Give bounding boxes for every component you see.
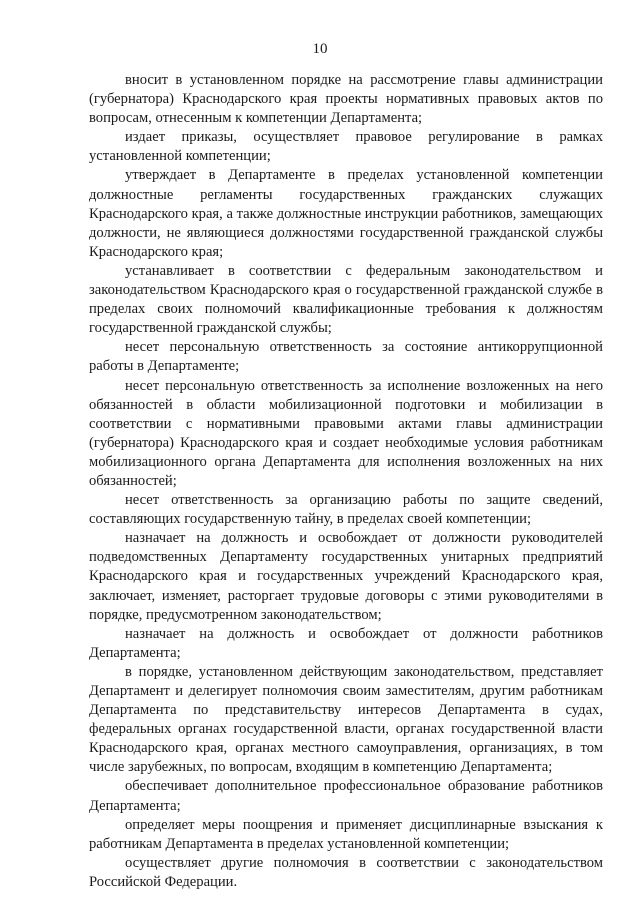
paragraph-approve-regulations: утверждает в Департаменте в пределах установленной компетенции должностные регламенты государственных гражданских служащих Краснодарского края, а также должностные инструкции работников, замещающих должности, не являющиеся должностями государственной гражданской службы Краснодарского края; bbox=[89, 167, 603, 260]
paragraph-other-powers: осуществляет другие полномочия в соответствии с законодательством Российской Федерации. bbox=[89, 854, 603, 890]
document-body bbox=[89, 71, 603, 892]
page-number: 10 bbox=[312, 41, 328, 57]
paragraph-appoint-heads: назначает на должность и освобождает от должности руководителей подведомственных Департаменту государственных унитарных предприятий Краснодарского края и государственных учреждений Краснодарского края, заключает, изменяет, расторгает трудовые договоры с этими руководителями в порядке, предусмотренном законодательством; bbox=[89, 530, 603, 623]
paragraph-issue-orders: издает приказы, осуществляет правовое регулирование в рамках установленной компетенции; bbox=[89, 129, 603, 165]
paragraph-appoint-employees: назначает на должность и освобождает от должности работников Департамента; bbox=[89, 625, 603, 661]
paragraph-representation: в порядке, установленном действующим законодательством, представляет Департамент и делегирует полномочия своим заместителям, другим работникам Департамента по представительству интересов Департамента в судах, федеральных органах государственной власти, органах государственной власти Краснодарского края, органах местного самоуправления, организациях, в том числе зарубежных, по вопросам, входящим в компетенцию Департамента; bbox=[89, 663, 603, 776]
paragraph-anticorruption-responsibility: несет персональную ответственность за состояние антикоррупционной работы в Департаменте; bbox=[89, 339, 603, 375]
paragraph-submit-draft-acts: вносит в установленном порядке на рассмотрение главы администрации (губернатора) Краснодарского края проекты нормативных правовых актов по вопросам, отнесенным к компетенции Департамента; bbox=[89, 72, 603, 127]
paragraph-incentives-discipline: определяет меры поощрения и применяет дисциплинарные взыскания к работникам Департамента в пределах установленной компетенции; bbox=[89, 816, 603, 852]
paragraph-professional-education: обеспечивает дополнительное профессиональное образование работников Департамента; bbox=[89, 778, 603, 814]
paragraph-qualification-requirements: устанавливает в соответствии с федеральным законодательством и законодательством Краснодарского края о государственной гражданской службе в пределах своих полномочий квалификационные требования к должностям государственной гражданской службы; bbox=[89, 262, 603, 337]
paragraph-state-secret-protection: несет ответственность за организацию работы по защите сведений, составляющих государственную тайну, в пределах своей компетенции; bbox=[89, 492, 603, 528]
paragraph-mobilization-responsibility: несет персональную ответственность за исполнение возложенных на него обязанностей в области мобилизационной подготовки и мобилизации в соответствии с нормативными правовыми актами главы администрации (губернатора) Краснодарского края и создает необходимые условия работникам мобилизационного органа Департамента для исполнения возложенных на них обязанностей; bbox=[89, 377, 603, 489]
